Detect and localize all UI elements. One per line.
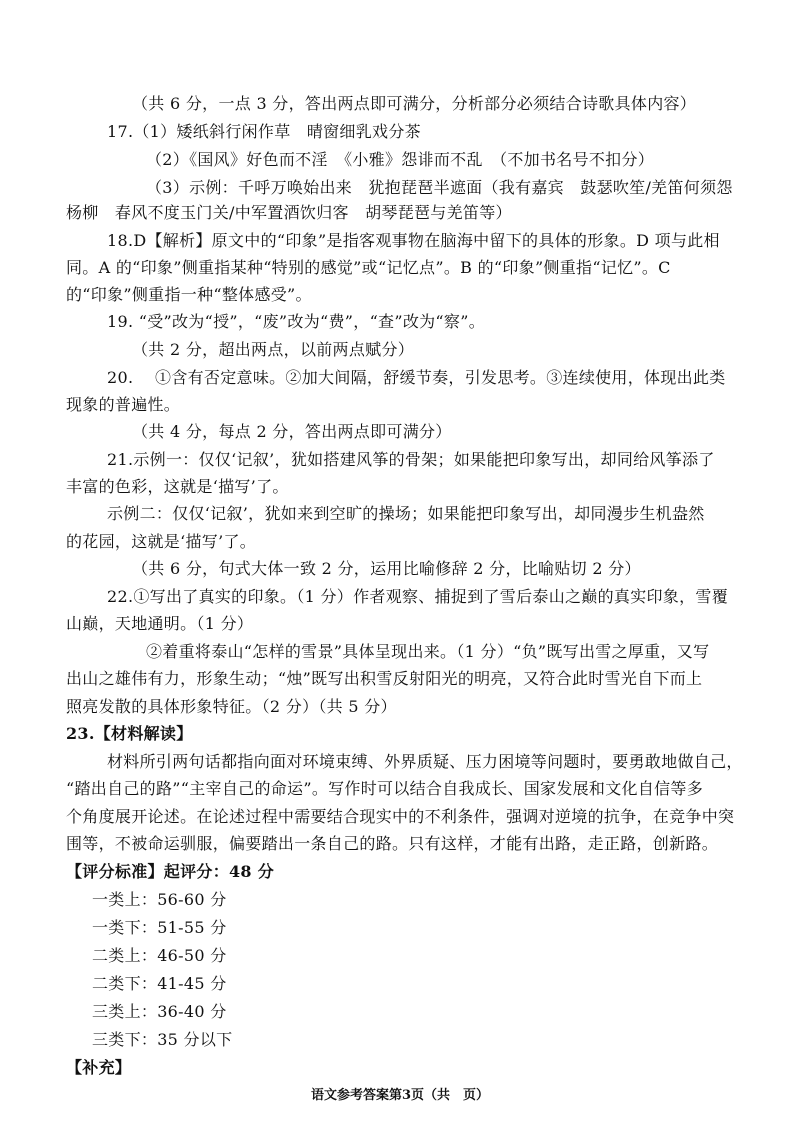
- q17-part2: （2）《国风》好色而不淫 《小雅》怨诽而不乱 （不加书名号不扣分）: [146, 150, 655, 169]
- q18-answer-cont1: 同。A 的“印象”侧重指某种“特别的感觉”或“记忆点”。B 的“印象”侧重指“记忆”。C: [66, 258, 671, 277]
- q21-example1: 21.示例一：仅仅‘记叙’，犹如搭建风筝的骨架；如果能把印象写出，却同给风筝添了: [107, 450, 715, 469]
- q21-example1-cont: 丰富的色彩，这就是‘描写’了。: [66, 477, 289, 496]
- q19-scoring-note: （共 2 分，超出两点，以前两点赋分）: [132, 340, 415, 359]
- q22-point2-cont1: 出山之雄伟有力，形象生动；“烛”既写出积雪反射阳光的明亮，又符合此时雪光自下而上: [66, 669, 703, 688]
- q23-heading: 23.【材料解读】: [66, 724, 193, 743]
- q16-scoring-note: （共 6 分，一点 3 分，答出两点即可满分，分析部分必须结合诗歌具体内容）: [132, 94, 697, 113]
- page-footer: 语文参考答案第3页（共 页）: [310, 1088, 490, 1103]
- q17-part1: 17.（1）矮纸斜行闲作草 晴窗细乳戏分茶: [107, 122, 421, 141]
- q20-answer: 20. ①含有否定意味。②加大间隔，舒缓节奏，引发思考。③连续使用，体现出此类: [107, 368, 726, 387]
- q21-example2: 示例二：仅仅‘记叙’，犹如来到空旷的操场；如果能把印象写出，却同漫步生机盎然: [107, 504, 705, 523]
- grade-1-lower: 一类下：51-55 分: [92, 918, 227, 937]
- q20-answer-cont: 现象的普遍性。: [66, 395, 181, 414]
- q23-material-cont1: “踏出自己的路”“主宰自己的命运”。写作时可以结合自我成长、国家发展和文化自信等多: [66, 779, 704, 798]
- q23-material-cont2: 个角度展开论述。在论述过程中需要结合现实中的不利条件，强调对逆境的抗争，在竞争中突: [66, 807, 735, 826]
- q22-point1: 22.①写出了真实的印象。（1 分）作者观察、捕捉到了雪后泰山之巅的真实印象，雪覆: [107, 587, 729, 606]
- supplement-heading: 【补充】: [66, 1058, 132, 1077]
- q19-answer: 19. “受”改为“授”，“废”改为“费”，“查”改为“察”。: [107, 312, 485, 331]
- q22-point1-cont: 山巅，天地通明。（1 分）: [66, 614, 254, 633]
- grade-1-upper: 一类上：56-60 分: [92, 890, 227, 909]
- q20-scoring-note: （共 4 分，每点 2 分，答出两点即可满分）: [132, 422, 452, 441]
- grade-2-lower: 二类下：41-45 分: [92, 974, 227, 993]
- scoring-criteria-heading: 【评分标准】起评分：48 分: [66, 862, 275, 881]
- grade-2-upper: 二类上：46-50 分: [92, 946, 227, 965]
- q23-material-cont3: 围等，不被命运驯服，偏要踏出一条自己的路。只有这样，才能有出路，走正路，创新路。: [66, 834, 719, 853]
- grade-3-lower: 三类下：35 分以下: [92, 1030, 233, 1049]
- q22-point2-cont2: 照亮发散的具体形象特征。（2 分）（共 5 分）: [66, 697, 397, 716]
- q17-part3: （3）示例：千呼万唤始出来 犹抱琵琶半遮面（我有嘉宾 鼓瑟吹笙/羌笛何须怨: [146, 178, 733, 197]
- grade-3-upper: 三类上：36-40 分: [92, 1002, 227, 1021]
- q21-example2-cont: 的花园，这就是‘描写’了。: [66, 532, 257, 551]
- q22-point2: ②着重将泰山“怎样的雪景”具体呈现出来。（1 分）“负”既写出雪之厚重，又写: [146, 642, 710, 661]
- q21-scoring-note: （共 6 分，句式大体一致 2 分，运用比喻修辞 2 分，比喻贴切 2 分）: [132, 559, 641, 578]
- q23-material-para: 材料所引两句话都指向面对环境束缚、外界质疑、压力困境等问题时，要勇敢地做自己，: [107, 752, 743, 771]
- q17-part3-cont: 杨柳 春风不度玉门关/中军置酒饮归客 胡琴琵琶与羌笛等）: [66, 203, 512, 222]
- q18-answer: 18.D【解析】原文中的“印象”是指客观事物在脑海中留下的具体的形象。D 项与此相: [107, 231, 720, 250]
- q18-answer-cont2: 的“印象”侧重指一种“整体感受”。: [66, 285, 312, 304]
